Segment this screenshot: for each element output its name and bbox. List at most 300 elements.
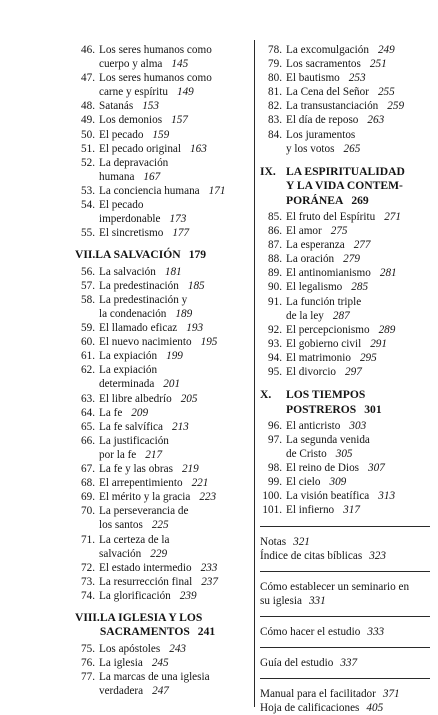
entry-title-line-wrap (286, 280, 430, 294)
entry-title-line-wrap (99, 170, 255, 184)
entry-title-line: de Cristo (286, 448, 327, 461)
section-roman-numeral: X. (260, 388, 272, 402)
toc-entry (260, 57, 430, 71)
entry-title (286, 57, 430, 71)
toc-entry (75, 279, 255, 293)
entry-title-line-wrap (99, 128, 255, 142)
entry-title-line-wrap (99, 518, 255, 532)
entry-number: 57. (81, 279, 95, 292)
entry-number: 74. (81, 589, 95, 602)
section-title-line-wrap (95, 248, 255, 262)
entry-page-number: 259 (387, 100, 405, 113)
entry-title-line-wrap (99, 226, 255, 240)
entry-title (99, 128, 255, 142)
entry-title-line-wrap (99, 392, 255, 406)
section-heading (260, 165, 430, 208)
toc-entry (75, 226, 255, 240)
entry-title-line: El reino de Dios (286, 462, 360, 475)
entry-title-line: carne y espíritu (99, 86, 168, 99)
toc-entry (75, 321, 255, 335)
entry-page-number: 307 (368, 462, 385, 475)
section-page-number: 301 (364, 402, 382, 416)
back-matter-title: su iglesia (260, 594, 302, 607)
section-rule (260, 526, 430, 527)
entry-title-line-wrap (286, 489, 430, 503)
back-matter-entry (260, 701, 430, 715)
entry-page-number: 199 (166, 350, 183, 363)
entry-title-line-wrap (286, 447, 430, 461)
entry-page-number: 251 (369, 58, 387, 71)
entry-title (99, 504, 255, 532)
back-matter-title: Notas (260, 535, 287, 548)
toc-entry (260, 295, 430, 323)
entry-title-line: El matrimonio (286, 351, 351, 364)
entry-title (286, 280, 430, 294)
back-matter-entry (260, 625, 430, 639)
entry-title (99, 589, 255, 603)
entry-title-line: Los seres humanos como (99, 44, 212, 56)
entry-title (99, 71, 255, 99)
entry-number: 91. (268, 295, 282, 308)
entry-title-line-wrap (99, 265, 255, 279)
entry-number: 58. (81, 293, 95, 306)
entry-title-line: El pecado original (99, 142, 182, 155)
entry-title (286, 337, 430, 351)
back-matter-entry (260, 687, 430, 701)
section-title-line: LOS TIEMPOS (286, 388, 366, 402)
back-matter-line-wrap (260, 656, 430, 670)
entry-page-number: 205 (180, 392, 198, 405)
entry-title-line-wrap (286, 351, 430, 365)
entry-title (99, 363, 255, 391)
section-page-number: 241 (197, 625, 216, 639)
entry-page-number: 237 (201, 575, 218, 588)
entry-page-number: 229 (150, 547, 168, 560)
entry-page-number: 149 (176, 86, 194, 99)
entry-title-line: La excomulgación (286, 44, 369, 56)
toc-entry (75, 113, 255, 127)
section-roman-numeral: VII. (75, 248, 96, 262)
entry-number: 48. (81, 100, 95, 113)
entry-page-number: 189 (175, 308, 193, 320)
entry-title-line: El pecado (99, 199, 144, 212)
toc-entry (75, 504, 255, 532)
entry-title-line-wrap (99, 85, 255, 99)
toc-entry (75, 462, 255, 476)
entry-page-number: 303 (349, 419, 367, 432)
entry-title (99, 142, 255, 156)
entry-title-line: La oración (286, 253, 335, 266)
entry-title-line: La fe salvífica (99, 420, 163, 433)
toc-entry (260, 503, 430, 517)
entry-title-line-wrap (286, 337, 430, 351)
entry-number: 86. (268, 225, 282, 238)
back-matter-title: Índice de citas bíblicas (260, 549, 363, 562)
entry-number: 52. (81, 156, 95, 169)
entry-page-number: 271 (384, 210, 401, 223)
toc-entry (260, 461, 430, 475)
entry-title (286, 210, 430, 224)
entry-page-number: 153 (142, 100, 159, 113)
back-matter-line-wrap (260, 535, 430, 549)
entry-title-line-wrap (99, 684, 255, 698)
entry-page-number: 171 (208, 184, 226, 197)
entry-page-number: 287 (332, 309, 350, 322)
entry-page-number: 275 (330, 225, 348, 238)
section-title-line-wrap (286, 194, 430, 208)
entry-number: 51. (81, 142, 95, 155)
entry-title-line: de la ley (286, 309, 324, 322)
entry-title-line: Los demonios (99, 114, 163, 127)
entry-page-number: 295 (359, 351, 377, 364)
entry-number: 72. (81, 561, 95, 574)
entry-page-number: 245 (151, 656, 169, 669)
entry-title (99, 321, 255, 335)
entry-page-number: 225 (151, 519, 169, 532)
toc-back-matter (260, 526, 430, 715)
toc-entry (260, 419, 430, 433)
section-page-number: 269 (351, 193, 369, 207)
back-matter-title: Hoja de calificaciones (260, 702, 360, 715)
entry-title (99, 226, 255, 240)
toc-entry (75, 265, 255, 279)
entry-number: 89. (268, 267, 282, 280)
entry-number: 88. (268, 253, 282, 266)
section-heading (75, 248, 255, 262)
entry-page-number: 217 (145, 448, 163, 461)
entry-page-number: 193 (186, 322, 204, 335)
entry-number: 63. (81, 392, 95, 405)
entry-page-number: 247 (152, 685, 169, 698)
back-matter-page-number: 331 (308, 594, 326, 607)
toc-entry (75, 642, 255, 656)
entry-number: 59. (81, 322, 95, 335)
back-matter-page-number: 321 (293, 535, 310, 548)
entry-number: 65. (81, 420, 95, 433)
entry-title-line-wrap (286, 85, 430, 99)
entry-title-line: imperdonable (99, 213, 161, 226)
toc-entry (75, 420, 255, 434)
toc-entry (260, 475, 430, 489)
entry-title-line: Los sacramentos (286, 58, 361, 71)
entry-page-number: 223 (199, 491, 217, 504)
section-rule (260, 647, 430, 648)
entry-number: 79. (268, 58, 282, 71)
entry-number: 69. (81, 491, 95, 504)
toc-entry (260, 266, 430, 280)
entry-page-number: 277 (353, 239, 371, 252)
entry-title-line-wrap (286, 71, 430, 85)
back-matter-page-number: 333 (367, 625, 385, 638)
entry-title-line: La segunda venida (286, 434, 370, 446)
entry-title-line-wrap (286, 210, 430, 224)
entry-title-line-wrap (99, 490, 255, 504)
entry-title-line-wrap (99, 307, 255, 321)
entry-title-line-wrap (286, 419, 430, 433)
entry-title-line: El fruto del Espíritu (286, 210, 376, 223)
entry-title-line-wrap (99, 547, 255, 561)
entry-page-number: 253 (348, 72, 366, 85)
entry-page-number: 281 (379, 267, 397, 280)
section-title (100, 611, 255, 640)
section-roman-numeral: IX. (260, 164, 276, 178)
toc-entry (260, 280, 430, 294)
entry-number: 56. (81, 265, 95, 278)
section-title-line-wrap (286, 403, 430, 417)
entry-title-line-wrap (286, 503, 430, 517)
back-matter-line-wrap (260, 701, 430, 715)
section-title-line: SACRAMENTOS (99, 625, 190, 639)
entry-page-number: 243 (169, 642, 186, 655)
entry-title (99, 184, 255, 198)
entry-title-line-wrap (286, 365, 430, 379)
entry-number: 49. (81, 114, 95, 127)
entry-number: 77. (81, 670, 95, 683)
entry-title-line: El nuevo nacimiento (99, 336, 192, 349)
toc-entry (75, 490, 255, 504)
entry-page-number: 279 (343, 253, 360, 266)
section-heading (75, 611, 255, 640)
entry-number: 55. (81, 227, 95, 240)
entry-title-line: La depravación (99, 156, 169, 169)
toc-entry (260, 224, 430, 238)
entry-title-line: Los seres humanos como (99, 72, 212, 85)
section-rule (260, 678, 430, 679)
entry-title (99, 476, 255, 490)
section-title-line: Y LA VIDA CONTEM- (286, 179, 403, 193)
section-page-number: 179 (188, 248, 207, 262)
entry-title (99, 533, 255, 561)
entry-number: 73. (81, 575, 95, 588)
entry-title (99, 279, 255, 293)
entry-title-line: La certeza de la (99, 533, 170, 546)
entry-title-line-wrap (286, 461, 430, 475)
entry-title-line: El divorcio (286, 366, 337, 378)
entry-title-line: Los apóstoles (99, 642, 161, 655)
toc-right-entries (260, 43, 430, 518)
entry-title-line: La expiación (99, 364, 158, 377)
toc-entry (75, 434, 255, 462)
toc-entry (75, 656, 255, 670)
entry-title-line: La esperanza (286, 239, 345, 252)
entry-title-line: La predestinación y (99, 293, 188, 306)
entry-title (99, 642, 255, 656)
entry-title (99, 113, 255, 127)
entry-number: 81. (268, 86, 282, 99)
toc-entry (260, 238, 430, 252)
entry-title-line-wrap (286, 238, 430, 252)
entry-title-line: La iglesia (99, 656, 143, 669)
entry-title-line: La función triple (286, 295, 362, 308)
entry-title-line-wrap (286, 224, 430, 238)
entry-title-line-wrap (99, 642, 255, 656)
entry-title-line-wrap (286, 99, 430, 113)
entry-title-line-wrap (99, 57, 255, 71)
entry-title (286, 71, 430, 85)
toc-entry (260, 128, 430, 156)
entry-title-line-wrap (286, 43, 430, 57)
toc-entry (75, 561, 255, 575)
toc-entry (75, 575, 255, 589)
entry-number: 100. (262, 490, 282, 503)
back-matter-entry (260, 549, 430, 563)
entry-title-line: El antinomianismo (286, 267, 371, 280)
entry-title (286, 433, 430, 461)
back-matter-line-wrap (260, 687, 430, 701)
entry-title-line: El infierno (286, 504, 335, 517)
entry-title-line-wrap (286, 309, 430, 323)
entry-title (286, 113, 430, 127)
entry-title (99, 43, 255, 71)
entry-title-line: La Cena del Señor (286, 86, 369, 99)
entry-title-line: El legalismo (286, 281, 343, 294)
entry-page-number: 297 (345, 366, 362, 378)
entry-title-line: El llamado eficaz (99, 322, 178, 335)
entry-title-line: La fe y las obras (99, 463, 173, 476)
entry-page-number: 213 (171, 420, 189, 433)
entry-title (286, 503, 430, 517)
entry-title-line: El amor (286, 225, 322, 238)
entry-title-line-wrap (99, 279, 255, 293)
entry-title-line: La expiación (99, 350, 158, 363)
entry-number: 64. (81, 406, 95, 419)
entry-page-number: 285 (351, 281, 369, 294)
entry-title-line: El día de reposo (286, 114, 359, 127)
back-matter-page-number: 337 (340, 657, 358, 670)
entry-number: 53. (81, 184, 95, 197)
entry-number: 83. (268, 114, 282, 127)
toc-left-column (75, 43, 255, 698)
entry-number: 61. (81, 350, 95, 363)
entry-page-number: 289 (378, 323, 396, 336)
back-matter-line-wrap (260, 594, 430, 608)
toc-entry (75, 335, 255, 349)
section-heading (260, 388, 430, 417)
entry-title-line: Satanás (99, 100, 134, 113)
entry-title (99, 293, 255, 321)
section-title-line: POSTREROS (286, 402, 357, 416)
entry-title (99, 265, 255, 279)
toc-entry (75, 363, 255, 391)
entry-title-line: La visión beatífica (286, 490, 370, 503)
entry-page-number: 167 (143, 170, 161, 183)
toc-entry (75, 128, 255, 142)
entry-title (286, 266, 430, 280)
back-matter-page-number: 371 (382, 688, 400, 701)
entry-title (286, 461, 430, 475)
toc-entry (260, 489, 430, 503)
entry-page-number: 177 (172, 227, 190, 240)
entry-page-number: 181 (164, 265, 182, 278)
entry-title (286, 252, 430, 266)
entry-page-number: 255 (377, 86, 395, 99)
section-rule (260, 571, 430, 572)
toc-entry (75, 71, 255, 99)
entry-page-number: 313 (378, 490, 396, 503)
entry-number: 90. (268, 281, 282, 294)
entry-title (286, 323, 430, 337)
entry-title (286, 475, 430, 489)
entry-title (99, 392, 255, 406)
section-title-line: LA ESPIRITUALIDAD (286, 164, 405, 178)
entry-title (99, 575, 255, 589)
entry-title-line: La glorificación (99, 589, 171, 602)
entry-title-line: verdadera (99, 685, 144, 698)
entry-title (286, 128, 430, 156)
entry-number: 99. (268, 476, 282, 489)
entry-title-line-wrap (99, 212, 255, 226)
entry-number: 98. (268, 462, 282, 475)
entry-title (286, 419, 430, 433)
entry-title-line: los santos (99, 519, 143, 532)
toc-entry (260, 433, 430, 461)
entry-title-line-wrap (286, 252, 430, 266)
entry-title-line: La fe (99, 406, 123, 419)
toc-entry (75, 476, 255, 490)
section-title (95, 248, 255, 262)
back-matter-line-wrap (260, 549, 430, 563)
back-matter-entry (260, 580, 430, 608)
entry-page-number: 219 (181, 463, 199, 476)
entry-title-line-wrap (99, 589, 255, 603)
entry-title-line: La perseverancia de (99, 505, 189, 518)
entry-page-number: 239 (179, 589, 197, 602)
entry-title (99, 420, 255, 434)
section-title-line: PORÁNEA (286, 193, 344, 207)
entry-page-number: 291 (370, 337, 387, 350)
section-title (286, 165, 430, 208)
entry-page-number: 173 (169, 213, 187, 226)
toc-entry (260, 99, 430, 113)
entry-title-line: La transustanciación (286, 100, 379, 113)
entry-title-line: El estado intermedio (99, 561, 192, 574)
toc-entry (75, 43, 255, 71)
entry-title-line-wrap (99, 406, 255, 420)
entry-title-line-wrap (99, 113, 255, 127)
entry-title-line-wrap (99, 476, 255, 490)
entry-title-line-wrap (286, 475, 430, 489)
entry-title (99, 561, 255, 575)
entry-title (286, 238, 430, 252)
entry-title-line: El arrepentimiento (99, 477, 183, 490)
entry-title-line: El gobierno civil (286, 337, 362, 350)
entry-title-line-wrap (99, 335, 255, 349)
entry-title (99, 406, 255, 420)
entry-title-line: El percepcionismo (286, 323, 370, 336)
entry-title (99, 670, 255, 698)
entry-title (99, 156, 255, 184)
entry-title-line-wrap (99, 462, 255, 476)
entry-page-number: 263 (367, 114, 385, 127)
toc-entry (260, 210, 430, 224)
entry-number: 47. (81, 72, 95, 85)
entry-page-number: 201 (163, 378, 181, 391)
entry-number: 66. (81, 434, 95, 447)
entry-title-line: y los votos (286, 142, 335, 155)
entry-title-line-wrap (99, 575, 255, 589)
toc-entry (75, 156, 255, 184)
entry-title-line-wrap (99, 349, 255, 363)
entry-number: 60. (81, 336, 95, 349)
entry-title-line: El libre albedrío (99, 392, 172, 405)
entry-number: 50. (81, 128, 95, 141)
entry-title-line: cuerpo y alma (99, 58, 163, 71)
entry-title (99, 349, 255, 363)
entry-number: 80. (268, 72, 282, 85)
toc-entry (260, 351, 430, 365)
entry-title-line-wrap (286, 57, 430, 71)
entry-title-line-wrap (286, 142, 430, 156)
